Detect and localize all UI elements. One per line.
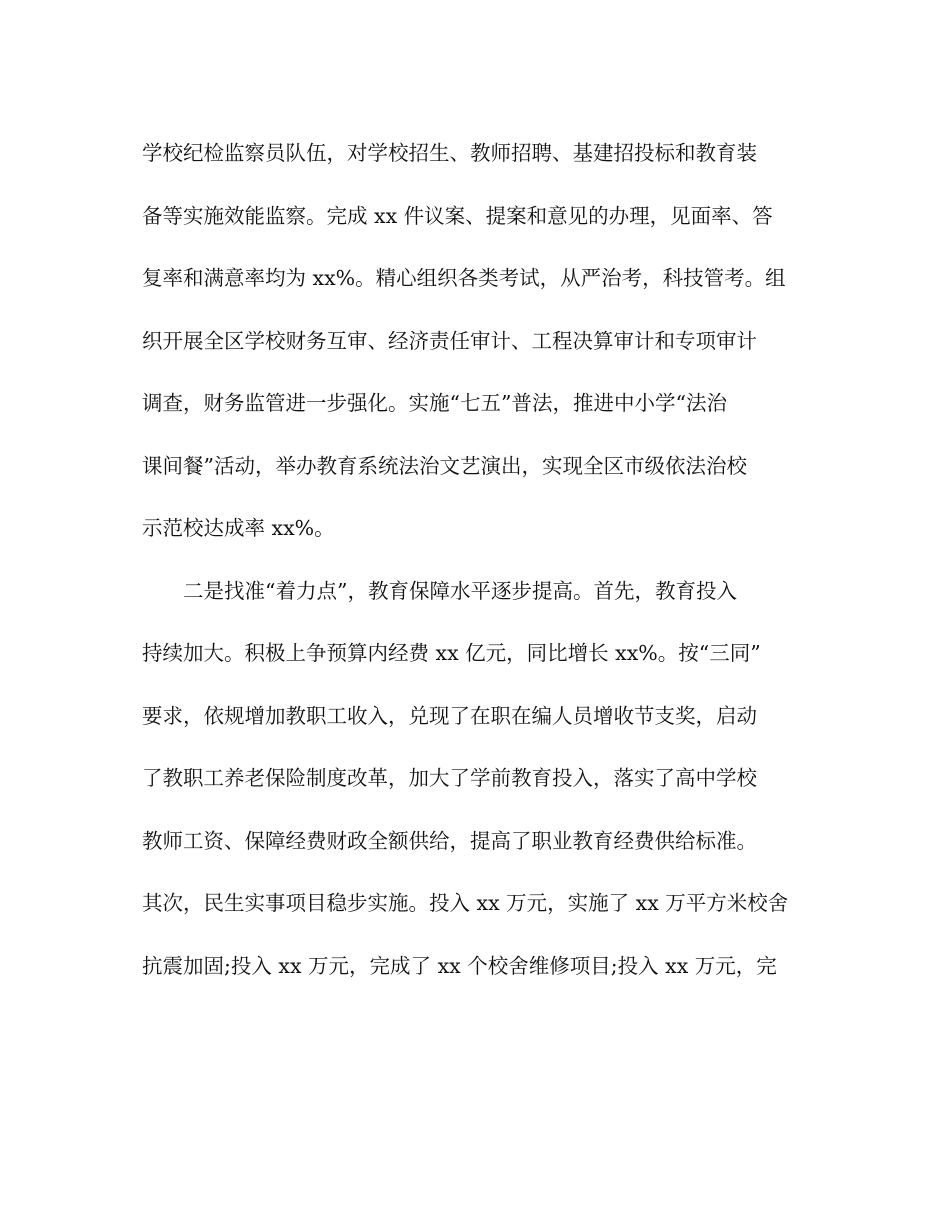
body-text (142, 122, 812, 997)
text-line-7: 示范校达成率 xx%。 (142, 516, 335, 540)
text-line-3: 复率和满意率均为 xx%。精心组织各类考试，从严治考，科技管考。组 (142, 266, 786, 290)
text-line-14: 抗震加固;投入 xx 万元，完成了 xx 个校舍维修项目;投入 xx 万元，完 (142, 953, 777, 978)
text-line-10: 要求，依规增加教职工收入，兑现了在职在编人员增收节支奖，启动 (142, 703, 757, 728)
text-line-9: 持续加大。积极上争预算内经费 xx 亿元，同比增长 xx%。按“三同” (142, 641, 761, 665)
text-line-11: 了教职工养老保险制度改革，加大了学前教育投入，落实了高中学校 (142, 766, 757, 790)
text-line-1: 学校纪检监察员队伍，对学校招生、教师招聘、基建招投标和教育装 (142, 141, 757, 165)
text-line-4: 织开展全区学校财务互审、经济责任审计、工程决算审计和专项审计 (142, 328, 757, 353)
text-line-5: 调查，财务监管进一步强化。实施“七五”普法，推进中小学“法治 (142, 391, 727, 415)
text-line-12: 教师工资、保障经费财政全额供给，提高了职业教育经费供给标准。 (142, 828, 757, 853)
text-line-2: 备等实施效能监察。完成 xx 件议案、提案和意见的办理，见面率、答 (142, 203, 773, 228)
text-line-8: 二是找准“着力点”，教育保障水平逐步提高。首先，教育投入 (183, 578, 737, 603)
text-line-6: 课间餐”活动，举办教育系统法治文艺演出，实现全区市级依法治校 (142, 453, 747, 478)
text-line-13: 其次，民生实事项目稳步实施。投入 xx 万元，实施了 xx 万平方米校舍 (142, 891, 789, 915)
